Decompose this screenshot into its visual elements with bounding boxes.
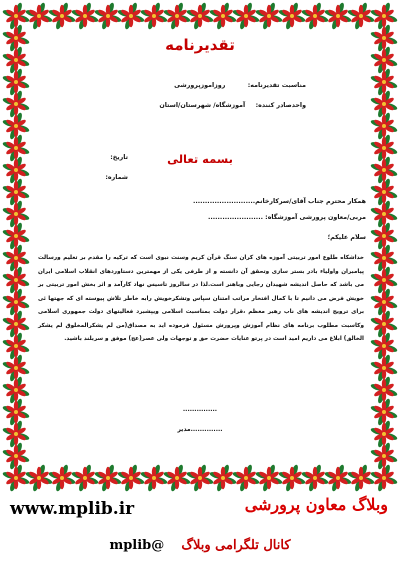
occasion-value: روزاموزپرورشی [174, 82, 226, 89]
poinsettia-flower-icon [255, 2, 283, 30]
poinsettia-flower-icon [370, 90, 398, 118]
telegram-channel[interactable] [0, 538, 400, 553]
poinsettia-flower-icon [2, 200, 30, 228]
recipient-line: همکار محترم جناب آقای/سرکارخانم.......................... [192, 198, 366, 205]
poinsettia-flower-icon [370, 332, 398, 360]
poinsettia-flower-icon [347, 2, 375, 30]
basmala-heading: بسمه تعالی [167, 152, 233, 166]
issuer-value: آموزشگاه/ شهرستان/استان [159, 102, 246, 109]
poinsettia-flower-icon [2, 68, 30, 96]
poinsettia-flower-icon [2, 178, 30, 206]
poinsettia-flower-icon [2, 24, 30, 52]
poinsettia-flower-icon [370, 68, 398, 96]
poinsettia-flower-icon [324, 2, 352, 30]
poinsettia-flower-icon [370, 398, 398, 426]
poinsettia-flower-icon [163, 2, 191, 30]
poinsettia-flower-icon [370, 222, 398, 250]
poinsettia-flower-icon [370, 2, 398, 30]
poinsettia-flower-icon [370, 442, 398, 470]
poinsettia-flower-icon [370, 464, 398, 492]
poinsettia-flower-icon [370, 288, 398, 316]
issuer-label: واحدصادر کننده: [255, 102, 306, 109]
poinsettia-flower-icon [2, 288, 30, 316]
poinsettia-flower-icon [370, 24, 398, 52]
role-line: مربی/معاون پرورشی آموزشگاه: ....................... [207, 214, 366, 221]
poinsettia-flower-icon [48, 2, 76, 30]
poinsettia-flower-icon [2, 332, 30, 360]
poinsettia-flower-icon [2, 442, 30, 470]
poinsettia-flower-icon [117, 2, 145, 30]
poinsettia-flower-icon [209, 2, 237, 30]
website-link[interactable]: www.mplib.ir [10, 499, 135, 519]
poinsettia-flower-icon [2, 90, 30, 118]
poinsettia-flower-icon [370, 310, 398, 338]
poinsettia-flower-icon [2, 310, 30, 338]
channel-label: کانال تلگرامی وبلاگ [181, 538, 291, 553]
poinsettia-flower-icon [2, 398, 30, 426]
poinsettia-flower-icon [186, 2, 214, 30]
poinsettia-flower-icon [370, 178, 398, 206]
signature-dots: ............... [182, 406, 218, 413]
poinsettia-flower-icon [2, 134, 30, 162]
signature-line: ..............مدیر [177, 426, 223, 433]
issuer-row [159, 102, 306, 109]
poinsettia-flower-icon [2, 354, 30, 382]
poinsettia-flower-icon [2, 420, 30, 448]
poinsettia-flower-icon [25, 2, 53, 30]
poinsettia-flower-icon [301, 2, 329, 30]
poinsettia-flower-icon [370, 354, 398, 382]
poinsettia-flower-icon [2, 156, 30, 184]
date-label: تاریخ: [110, 154, 128, 161]
poinsettia-flower-icon [370, 376, 398, 404]
poinsettia-flower-icon [140, 2, 168, 30]
poinsettia-flower-icon [2, 464, 30, 492]
poinsettia-flower-icon [370, 46, 398, 74]
number-label: شماره: [105, 174, 128, 181]
poinsettia-flower-icon [2, 112, 30, 140]
poinsettia-flower-icon [232, 2, 260, 30]
poinsettia-flower-icon [2, 266, 30, 294]
poinsettia-flower-icon [71, 2, 99, 30]
poinsettia-flower-icon [2, 46, 30, 74]
occasion-row [174, 82, 306, 89]
poinsettia-flower-icon [2, 222, 30, 250]
poinsettia-flower-icon [2, 244, 30, 272]
poinsettia-flower-icon [94, 2, 122, 30]
channel-handle: @mplib [109, 538, 165, 553]
poinsettia-flower-icon [370, 244, 398, 272]
occasion-label: مناسبت تقدیرنامه: [247, 82, 306, 89]
poinsettia-flower-icon [2, 376, 30, 404]
certificate-title: تقدیرنامه [165, 36, 235, 54]
poinsettia-flower-icon [370, 134, 398, 162]
poinsettia-flower-icon [370, 266, 398, 294]
poinsettia-flower-icon [370, 112, 398, 140]
poinsettia-flower-icon [370, 200, 398, 228]
certificate-content [34, 30, 366, 470]
poinsettia-flower-icon [278, 2, 306, 30]
certificate-body: خداشکاه طلوع امور تربیتی آموزه های کران سنگ قرآن کریم وسنت نبوی است که ترکیه را مقدم بر تعلیم ورسالت پیامبران واولیاء بادر بستر سازی وتحقق آن دانسته و از طرفی یکی از مهمترین دستاوردهای انقلاب اسلامی ایران می باشد که حاصل اندیشه شهیدان رجایی وباهنر است.لذا در سالروز تاسیس نهاد کارآمد و اثر بخش امور تربیتی بر خویش فرض می دانیم تا با کمال افتخار مراتب امتنان سپاس وتشکرخویش رابه خاطر تلاش پیوسته ای که جهتها ئی برای ترویج اندیشه های ناب رهبر معظم ،قرار دولت بمناسبت اسلامی ویپشبرد فعالیتهای دولت جمهوری اسلامی وکاسبت مطلوب برنامه های نظام آموزش وپرورش مسئول فرموده اید به مصداق(من لم یشکرالمخلوق لم یشکر الخالق) ابلاغ می داریم امید است در پرتو عنایات حضرت حق و توجهات ولی عصر(عج) موفق و سربلند باشید. [38, 255, 364, 342]
greeting: سلام علیکم؛ [327, 234, 366, 241]
poinsettia-flower-icon [2, 2, 30, 30]
blog-name: وبلاگ معاون پرورشی [244, 495, 388, 514]
poinsettia-flower-icon [370, 156, 398, 184]
poinsettia-flower-icon [370, 420, 398, 448]
